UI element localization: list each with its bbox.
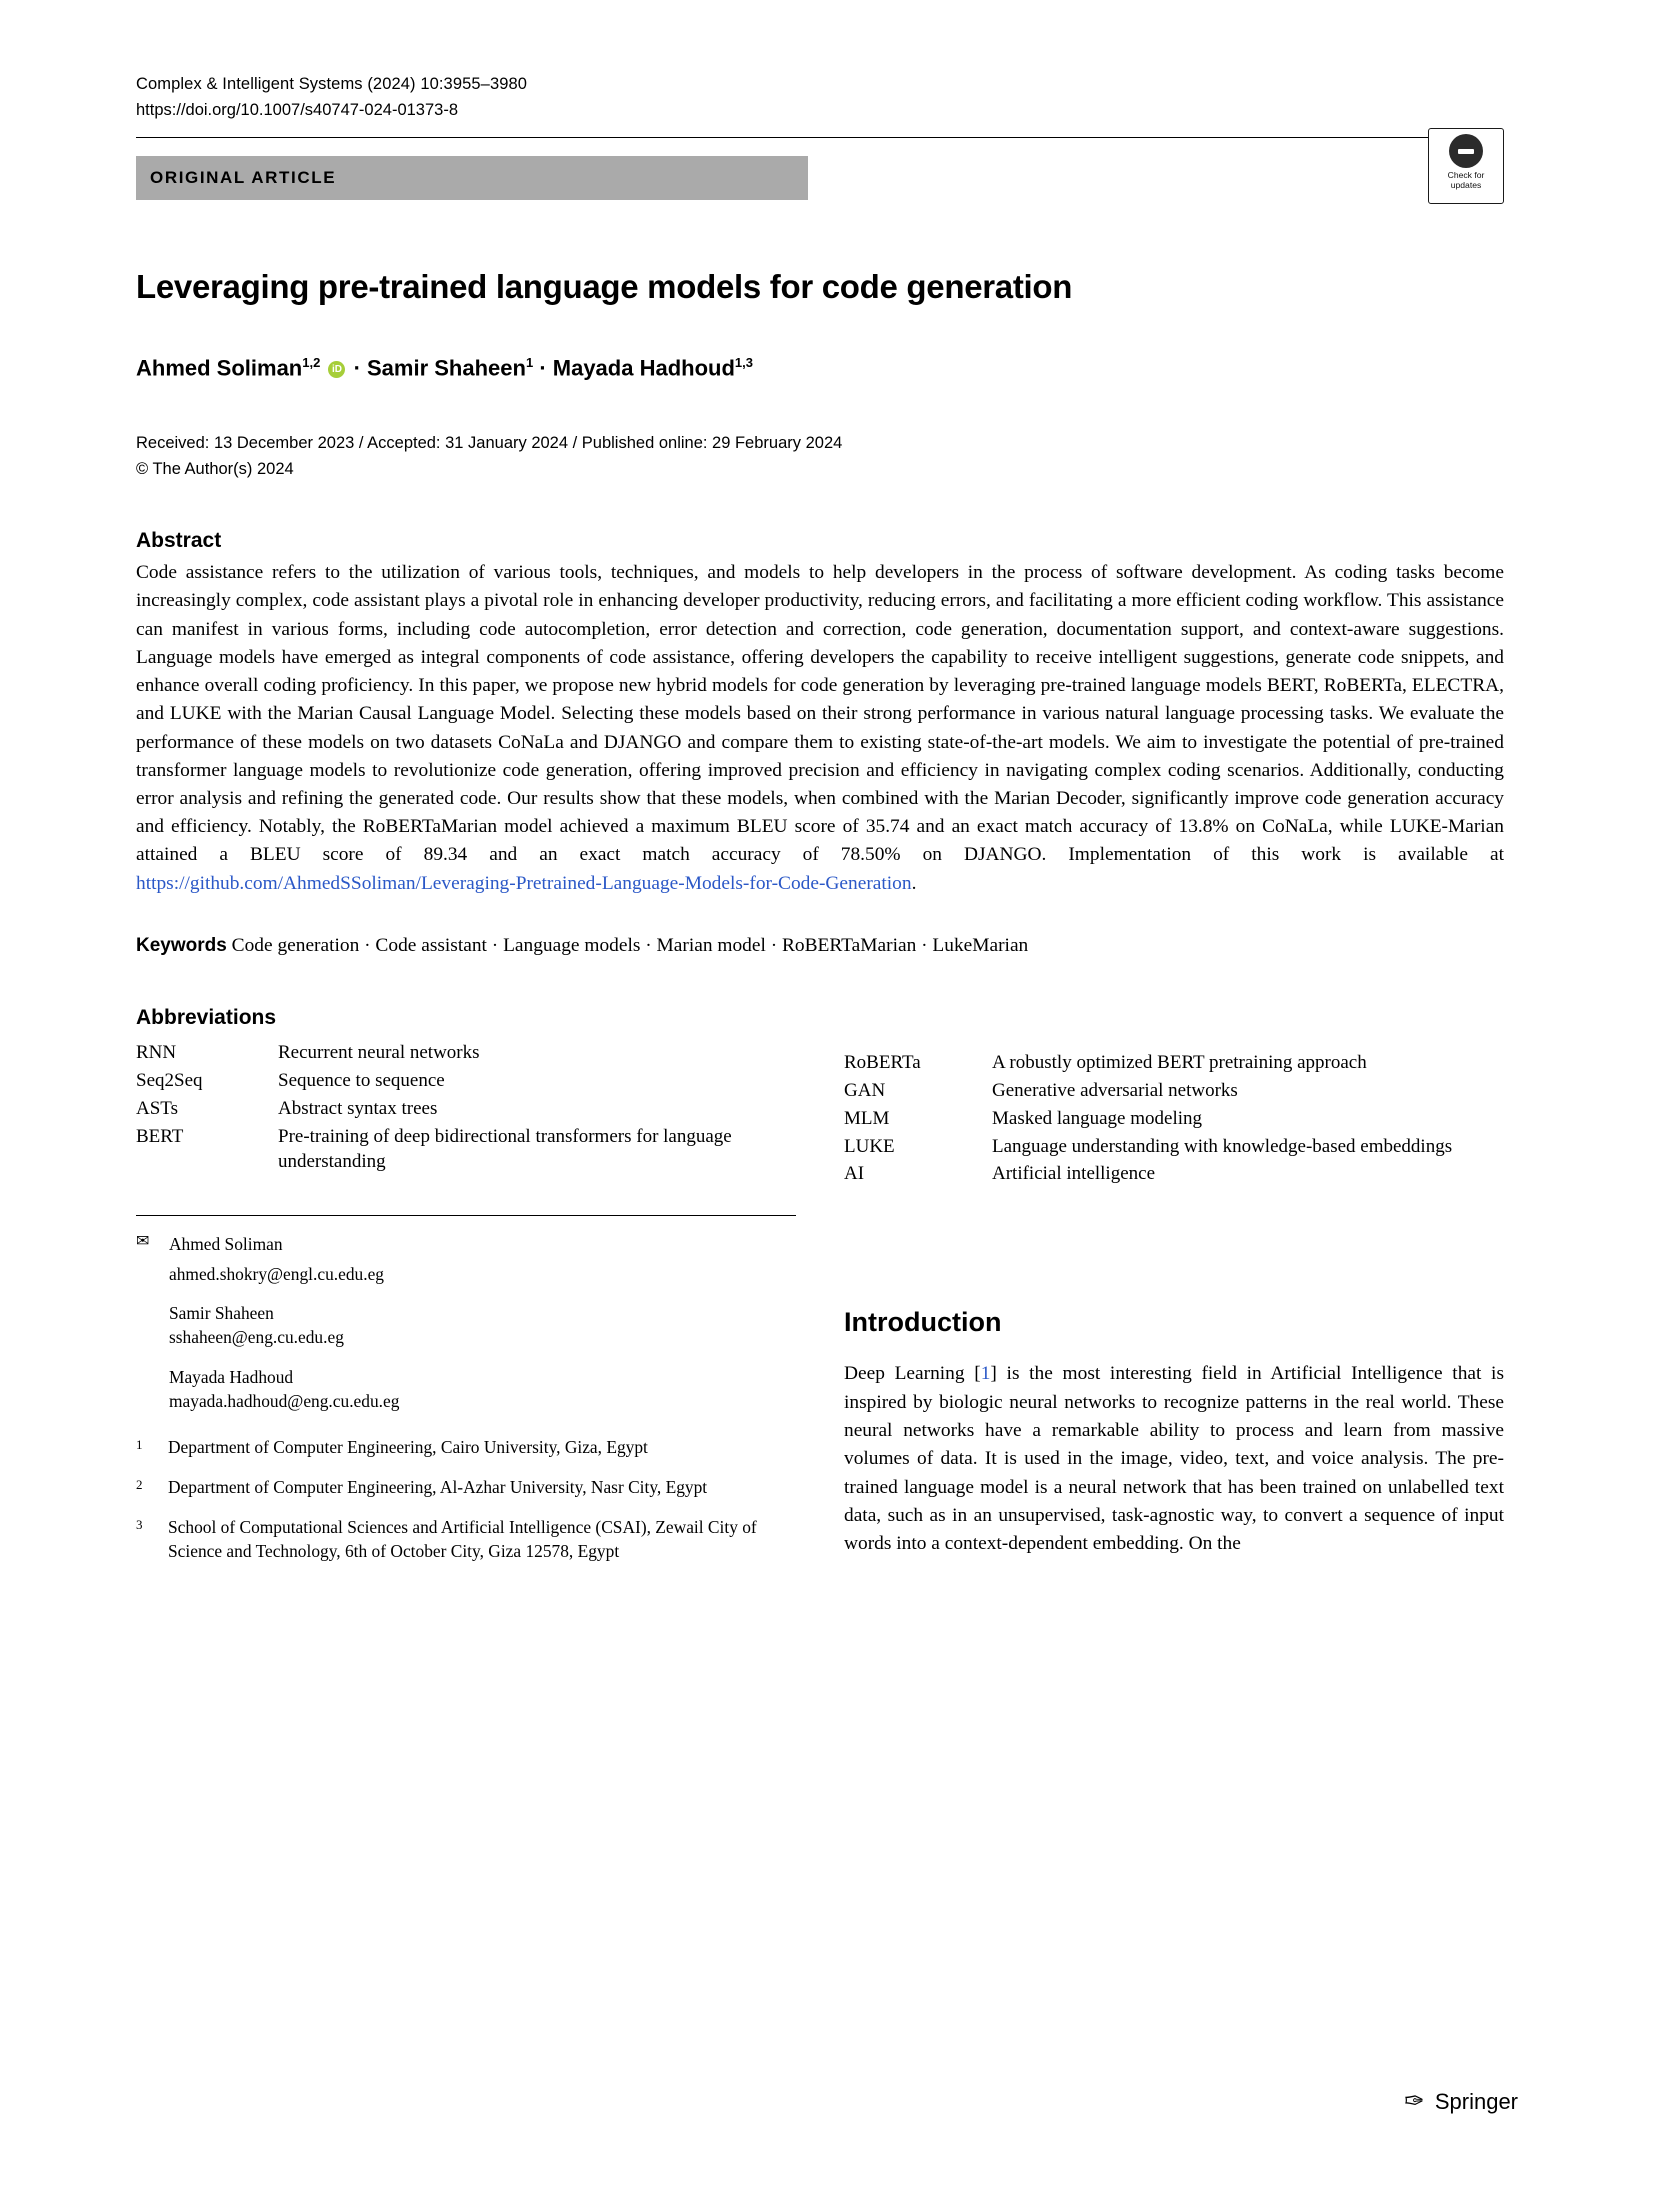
footnote-rule: [136, 1215, 796, 1216]
correspondence-block: [136, 1232, 796, 1413]
abbr-term: BERT: [136, 1125, 184, 1147]
citation-ref-1[interactable]: 1: [980, 1363, 991, 1385]
copyright-line: © The Author(s) 2024: [136, 460, 294, 479]
article-type-row: [136, 156, 1504, 200]
keywords-label: Keywords: [136, 934, 227, 956]
abbreviations-table-right: [844, 1050, 1504, 1189]
left-column: [136, 1006, 796, 1579]
affiliations-block: [136, 1435, 796, 1564]
page-title: Leveraging pre-trained language models for code generation: [136, 268, 1073, 306]
affiliation-text: School of Computational Sciences and Artificial Intelligence (CSAI), Zewail City of Science and Technology, 6th of October City, Giza 12578, Egypt: [168, 1516, 757, 1562]
article-type-band: ORIGINAL ARTICLE: [136, 156, 808, 200]
check-updates-label: [1448, 171, 1485, 190]
check-updates-line1: Check for: [1447, 170, 1485, 181]
github-link[interactable]: https://github.com/AhmedSSoliman/Leveraging-Pretrained-Language-Models-for-Code-Generation: [136, 872, 912, 894]
abbreviations-heading: Abbreviations: [136, 1006, 277, 1030]
springer-logo-icon: ✑: [1404, 2086, 1425, 2116]
affiliation-number: 1: [136, 1437, 143, 1453]
corresponding-author-name: Ahmed Soliman: [169, 1234, 283, 1255]
abstract-text: [136, 559, 1504, 898]
check-for-updates-badge[interactable]: [1428, 128, 1504, 204]
abbr-definition: A robustly optimized BERT pretraining approach: [992, 1052, 1367, 1074]
check-updates-line2: updates: [1450, 179, 1482, 190]
abbr-term: ASTs: [136, 1097, 178, 1119]
abbr-term: LUKE: [844, 1135, 895, 1157]
abstract-body: Code assistance refers to the utilization of various tools, techniques, and models to help developers in the process of software development. As coding tasks become increasingly complex, code assistant plays a pivotal role in enhancing developer productivity, reducing errors, and facilitating a more efficient coding workflow. This assistance can manifest in various forms, including code autocompletion, error detection and correction, code generation, documentation support, and context-aware suggestions. Language models have emerged as integral components of code assistance, offering developers the capability to receive intelligent suggestions, generate code snippets, and enhance overall coding proficiency. In this paper, we propose new hybrid models for code generation by leveraging pre-trained language models BERT, RoBERTa, ELECTRA, and LUKE with the Marian Causal Language Model. Selecting these models based on their strong performance in various natural language processing tasks. We evaluate the performance of these models on two datasets CoNaLa and DJANGO and compare them to existing state-of-the-art models. We aim to investigate the potential of pre-trained transformer language models to revolutionize code generation, offering improved precision and efficiency in navigating complex coding scenarios. Additionally, conducting error analysis and refining the generated code. Our results show that these models, when combined with the Marian Decoder, significantly improve code generation accuracy and efficiency. Notably, the RoBERTaMarian model achieved a maximum BLEU score of 35.74 and an exact match accuracy of 13.8% on CoNaLa, while LUKE-Marian attained a BLEU score of 89.34 and an exact match accuracy of 78.50% on DJANGO. Implementation of this work is available at: [136, 562, 1504, 866]
publication-dates: [136, 430, 1504, 483]
table-row: [844, 1106, 1504, 1134]
abbr-definition: Artificial intelligence: [992, 1163, 1156, 1185]
table-row: [136, 1124, 796, 1178]
keywords-text: Code generation · Code assistant · Language models · Marian model · RoBERTaMarian · LukeMarian: [231, 934, 1029, 956]
publisher-footer: [1403, 2088, 1518, 2115]
check-updates-icon: [1449, 134, 1483, 168]
affiliation-item: [136, 1475, 796, 1500]
abbr-definition: Abstract syntax trees: [278, 1097, 438, 1119]
affiliation-item: [136, 1515, 796, 1564]
abbr-term: RoBERTa: [844, 1052, 921, 1074]
abbr-term: MLM: [844, 1107, 890, 1129]
author-name: Samir Shaheen: [169, 1302, 274, 1323]
corresponding-author-email[interactable]: ahmed.shokry@engl.cu.edu.eg: [169, 1263, 384, 1284]
abbr-term: AI: [844, 1163, 865, 1185]
abstract-tail: .: [911, 872, 917, 894]
abbr-definition: Sequence to sequence: [278, 1069, 445, 1091]
affiliation-number: 2: [136, 1477, 143, 1493]
two-column-area: [136, 1006, 1504, 1579]
author-email[interactable]: sshaheen@eng.cu.edu.eg: [169, 1327, 344, 1348]
abbr-term: RNN: [136, 1042, 177, 1064]
author-name: Mayada Hadhoud: [169, 1366, 294, 1387]
right-column: [844, 1006, 1504, 1579]
journal-doi: https://doi.org/10.1007/s40747-024-01373-8: [136, 100, 458, 119]
received-accepted-line: Received: 13 December 2023 / Accepted: 31 January 2024 / Published online: 29 February 2024: [136, 433, 843, 452]
keywords-row: [136, 932, 1504, 960]
abbreviations-table-left: [136, 1040, 796, 1177]
abbr-definition: Generative adversarial networks: [992, 1079, 1238, 1101]
abbr-definition: Recurrent neural networks: [278, 1042, 480, 1064]
envelope-icon: ✉: [136, 1233, 150, 1251]
introduction-heading: Introduction: [844, 1307, 1002, 1338]
abbr-term: Seq2Seq: [136, 1069, 203, 1091]
author-list: Ahmed Soliman$^{1,2}$ iD · Samir Shaheen$^1$ · Mayada Hadhoud$^{1,3}$: [136, 355, 1504, 381]
abbr-definition: Language understanding with knowledge-based embeddings: [992, 1135, 1453, 1157]
publisher-name: Springer: [1434, 2088, 1518, 2114]
affiliation-item: [136, 1435, 796, 1460]
abbr-term: GAN: [844, 1079, 886, 1101]
abstract-heading: Abstract: [136, 529, 222, 553]
author-email[interactable]: mayada.hadhoud@eng.cu.edu.eg: [169, 1391, 400, 1412]
introduction-paragraph: [844, 1360, 1504, 1558]
affiliation-text: Department of Computer Engineering, Cairo University, Giza, Egypt: [168, 1437, 648, 1458]
abbr-definition: Pre-training of deep bidirectional transformers for language understanding: [278, 1125, 732, 1173]
affiliation-number: 3: [136, 1516, 143, 1532]
journal-citation: Complex & Intelligent Systems (2024) 10:3955–3980: [136, 75, 528, 93]
abbr-definition: Masked language modeling: [992, 1107, 1203, 1129]
page-content: [136, 72, 1504, 1579]
corresponding-author: [136, 1232, 796, 1256]
table-row: [136, 1040, 796, 1068]
table-row: [844, 1161, 1504, 1189]
affiliation-text: Department of Computer Engineering, Al-Azhar University, Nasr City, Egypt: [168, 1477, 708, 1498]
table-row: [844, 1050, 1504, 1078]
intro-part1: Deep Learning [: [844, 1363, 981, 1385]
table-row: [844, 1134, 1504, 1162]
table-row: [844, 1078, 1504, 1106]
table-row: [136, 1068, 796, 1096]
intro-part2: ] is the most interesting field in Artificial Intelligence that is inspired by biologic neural networks to recognize patterns in the real world. These neural networks have a remarkable ability to process and learn from massive volumes of data. It is used in the image, video, text, and voice analysis. The pre-trained language model is a neural network that has been trained on unlabelled text data, such as in an unsupervised, task-agnostic way, to convert a sequence of input words into a context-dependent embedding. On the: [844, 1363, 1504, 1555]
header-rule: [136, 137, 1504, 138]
table-row: [136, 1096, 796, 1124]
